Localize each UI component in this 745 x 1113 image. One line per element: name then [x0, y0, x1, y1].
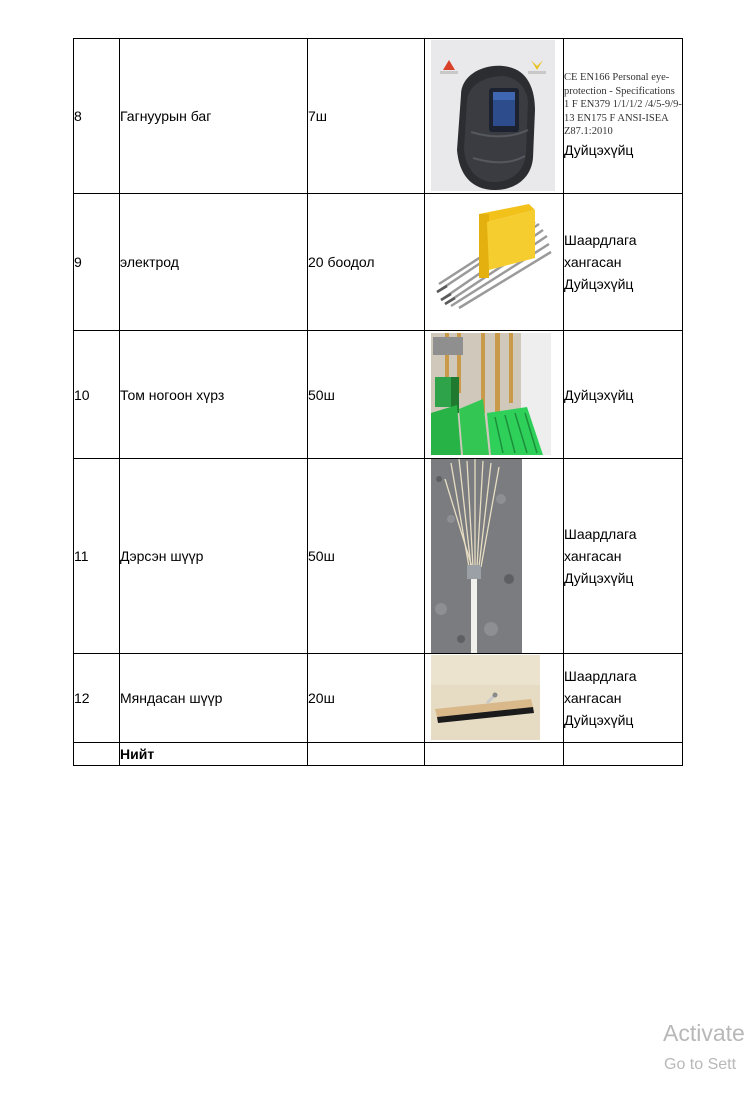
requirement-line: Дуйцэхүйц [564, 141, 634, 158]
requirement-line: хангасан [564, 548, 622, 564]
requirement-cell [564, 331, 683, 459]
requirement-line: хангасан [564, 690, 622, 706]
requirement-line: Шаардлага [564, 232, 637, 248]
requirement-line: хангасан [564, 254, 622, 270]
total-requirement-cell [564, 743, 683, 766]
total-label: Нийт [120, 743, 308, 766]
item-name: Дэрсэн шүүр [120, 459, 308, 654]
watermark-subtitle: Go to Sett [664, 1056, 737, 1073]
item-quantity: 20 боодол [308, 194, 425, 331]
items-table [73, 38, 683, 766]
item-name: электрод [120, 194, 308, 331]
total-number-cell [74, 743, 120, 766]
requirement-cell [564, 459, 683, 654]
item-name: Гагнуурын баг [120, 39, 308, 194]
total-row [74, 743, 683, 766]
electrodes-icon [431, 200, 555, 312]
row-number: 9 [74, 194, 120, 331]
requirement-line: Дуйцэхүйц [564, 712, 634, 728]
item-image-cell [425, 194, 564, 331]
item-quantity: 50ш [308, 459, 425, 654]
straw-broom-image [431, 459, 522, 653]
item-image-cell [425, 331, 564, 459]
straw-broom-icon [431, 459, 522, 653]
item-name: Мяндасан шүүр [120, 654, 308, 743]
requirement-cell [564, 194, 683, 331]
green-shovels-image [431, 333, 551, 455]
table-row [74, 459, 683, 654]
row-number: 8 [74, 39, 120, 194]
requirement-line: Дуйцэхүйц [564, 570, 634, 586]
requirement-cell [564, 39, 683, 194]
activation-watermark-subtitle [664, 1054, 736, 1076]
requirement-cell [564, 654, 683, 743]
welding-electrodes-image [431, 200, 555, 312]
shovels-icon [431, 333, 551, 455]
welding-helmet-icon [431, 40, 555, 191]
row-number: 11 [74, 459, 120, 654]
item-quantity: 7ш [308, 39, 425, 194]
table-row [74, 39, 683, 194]
row-number: 12 [74, 654, 120, 743]
table-row [74, 331, 683, 459]
item-quantity: 50ш [308, 331, 425, 459]
requirement-line: Шаардлага [564, 526, 637, 542]
requirement-line: Шаардлага [564, 668, 637, 684]
total-image-cell [425, 743, 564, 766]
item-image-cell [425, 459, 564, 654]
requirement-line: Дуйцэхүйц [564, 276, 634, 292]
table-row [74, 194, 683, 331]
welding-helmet-image [431, 40, 555, 191]
row-number: 10 [74, 331, 120, 459]
watermark-title: Activate [663, 1020, 745, 1046]
item-quantity: 20ш [308, 654, 425, 743]
requirement-line: Дуйцэхүйц [564, 386, 634, 403]
item-name: Том ногоон хүрз [120, 331, 308, 459]
item-image-cell [425, 654, 564, 743]
floor-broom-icon [431, 655, 540, 740]
table-row [74, 654, 683, 743]
total-quantity-cell [308, 743, 425, 766]
activation-watermark [663, 1018, 745, 1048]
spec-text: CE EN166 Personal eye-protection - Specifications 1 F EN379 1/1/1/2 /4/5-9/9-13 EN175 F ANSI-ISEA Z87.1:2010 [564, 72, 682, 138]
item-image-cell [425, 39, 564, 194]
floor-broom-image [431, 655, 540, 740]
